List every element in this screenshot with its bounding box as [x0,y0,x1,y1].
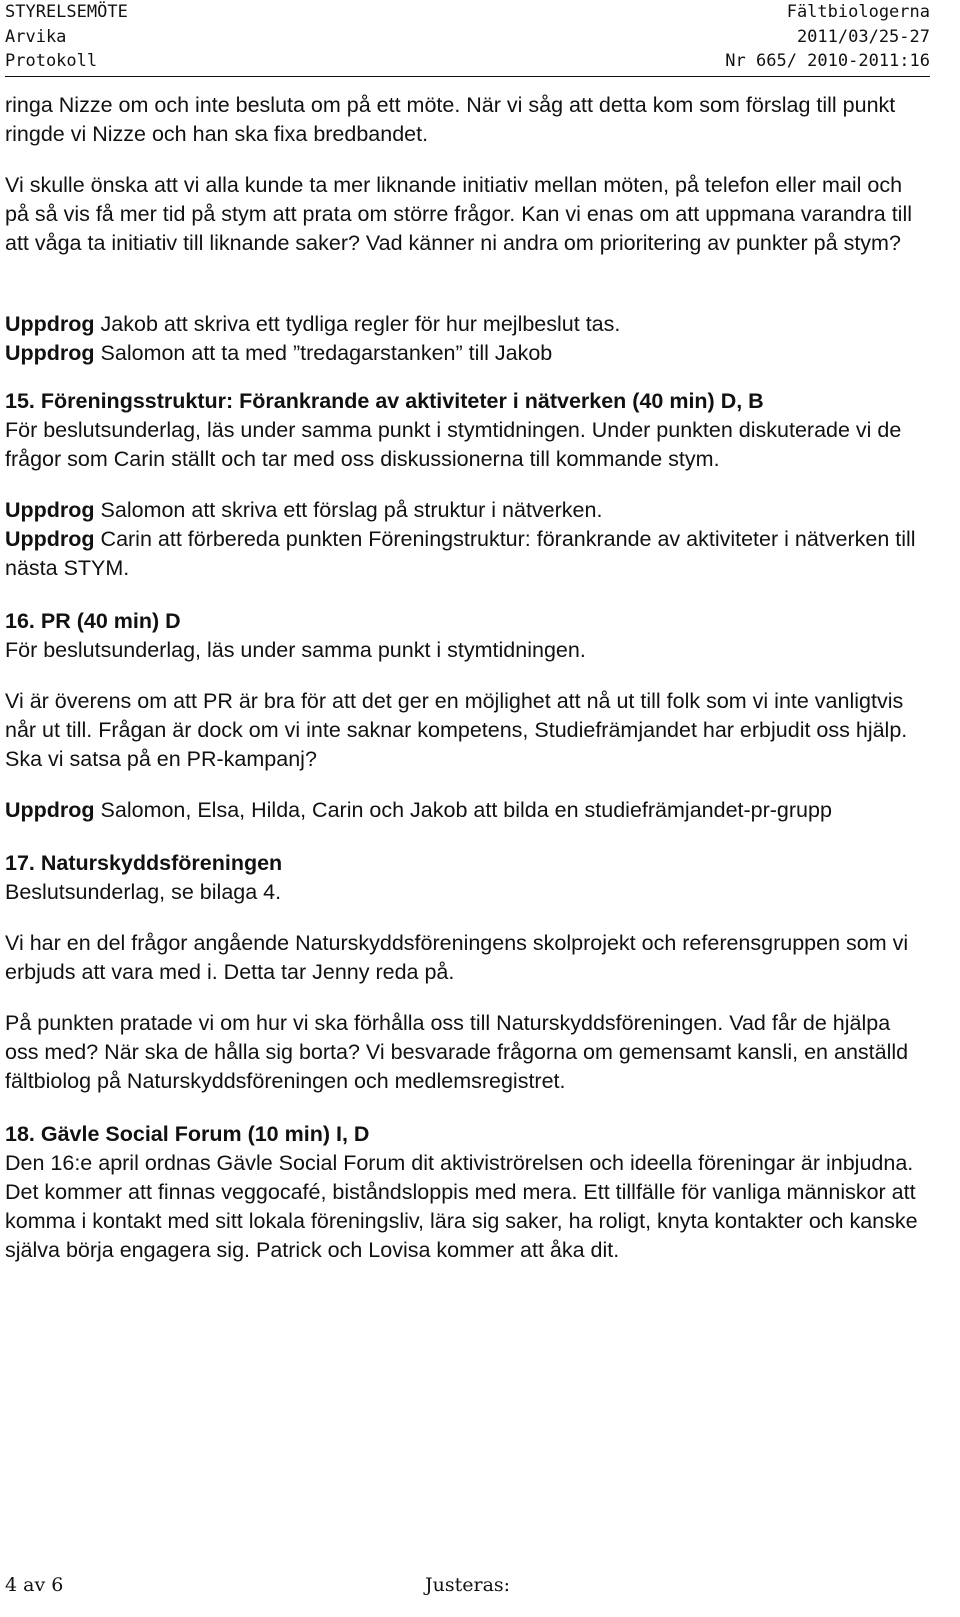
item-heading: 15. Föreningsstruktur: Förankrande av aktiviteter i nätverken (40 min) D, B [5,389,764,413]
uppdrag-text: Carin att förbereda punkten Föreningstruktur: förankrande av aktiviteter i nätverken till nästa STYM. [5,527,916,580]
uppdrag-label: Uppdrog [5,498,95,522]
uppdrag-line [5,496,925,525]
header-date: 2011/03/25-27 [796,26,930,47]
uppdrag-line [5,796,925,825]
page-number: 4 av 6 [5,1574,64,1596]
header-org: STYRELSEMÖTE [5,2,128,22]
item-heading: 18. Gävle Social Forum (10 min) I, D [5,1122,370,1146]
header-doc-type: Protokoll [5,51,98,71]
uppdrag-label: Uppdrog [5,798,95,822]
uppdrag-line [5,310,925,339]
paragraph: ringa Nizze om och inte besluta om på ett möte. När vi såg att detta kom som förslag till punkt ringde vi Nizze och han ska fixa bredbandet. [5,93,896,146]
paragraph: På punkten pratade vi om hur vi ska förhålla oss till Naturskyddsföreningen. Vad får de hjälpa oss med? När ska de hålla sig borta? Vi besvarade frågorna om gemensamt kansli, en anställd fältbiolog på Naturskyddsföreningen och medlemsregistret. [5,1011,909,1093]
header-place: Arvika [5,26,67,47]
justeras-label: Justeras: [425,1574,511,1596]
uppdrag-label: Uppdrog [5,341,95,365]
uppdrag-text: Salomon, Elsa, Hilda, Carin och Jakob att bilda en studiefrämjandet-pr-grupp [94,798,832,822]
uppdrag-text: Jakob att skriva ett tydliga regler för hur mejlbeslut tas. [94,312,621,336]
page-header [5,0,930,74]
page-footer [5,1573,945,1597]
uppdrag-label: Uppdrog [5,527,95,551]
paragraph: Vi skulle önska att vi alla kunde ta mer liknande initiativ mellan möten, på telefon eller mail och på så vis få mer tid på stym att prata om större frågor. Kan vi enas om att uppmana varandra till att våga ta initiativ till liknande saker? Vad känner ni andra om prioritering av punkter på stym? [5,173,912,255]
paragraph: Vi är överens om att PR är bra för att det ger en möjlighet att nå ut till folk som vi inte vanligtvis når ut till. Frågan är dock om vi inte saknar kompetens, Studiefrämjandet har erbjudit oss hjälp. Ska vi satsa på en PR-kampanj? [5,689,908,771]
header-org-right: Fältbiologerna [786,2,930,22]
uppdrag-text: Salomon att skriva ett förslag på struktur i nätverken. [94,498,603,522]
paragraph: För beslutsunderlag, läs under samma punkt i stymtidningen. [5,638,586,662]
uppdrag-label: Uppdrog [5,312,95,336]
paragraph: Beslutsunderlag, se bilaga 4. [5,880,282,904]
uppdrag-text: Salomon att ta med ”tredagarstanken” till Jakob [94,341,553,365]
paragraph: Den 16:e april ordnas Gävle Social Forum dit aktiviströrelsen och ideella föreningar är inbjudna. Det kommer att finnas veggocafé, biståndsloppis med mera. Ett tillfälle för vanliga människor att komma i kontakt med sitt lokala föreningsliv, lära sig saker, ha roligt, knyta kontakter och kanske själva börja engagera sig. Patrick och Lovisa kommer att åka dit. [5,1151,918,1262]
uppdrag-line [5,339,925,368]
document-body [5,91,925,1265]
header-divider [5,76,930,77]
header-doc-no: Nr 665/ 2010-2011:16 [725,51,930,71]
item-heading: 16. PR (40 min) D [5,609,181,633]
item-heading: 17. Naturskyddsföreningen [5,851,283,875]
uppdrag-line [5,525,925,583]
paragraph: För beslutsunderlag, läs under samma punkt i stymtidningen. Under punkten diskuterade vi de frågor som Carin ställt och tar med oss diskussionerna till kommande stym. [5,418,902,471]
paragraph: Vi har en del frågor angående Naturskyddsföreningens skolprojekt och referensgruppen som vi erbjuds att vara med i. Detta tar Jenny reda på. [5,931,909,984]
